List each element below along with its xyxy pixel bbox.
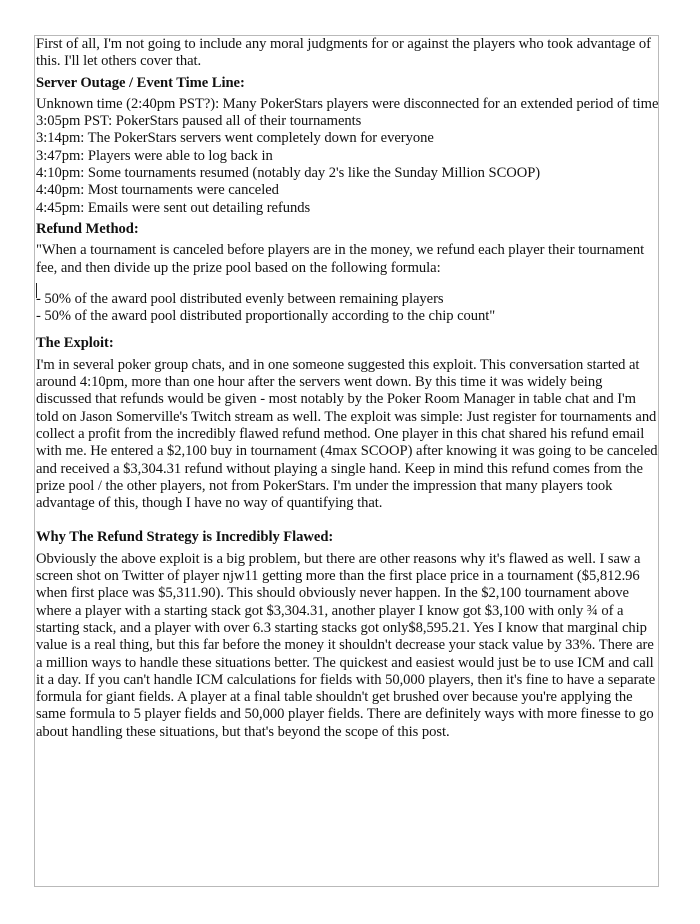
timeline-item: 3:47pm: Players were able to log back in xyxy=(36,147,273,164)
refund-heading: Refund Method: xyxy=(36,220,139,237)
timeline-item: Unknown time (2:40pm PST?): Many PokerStars players were disconnected for an extended period of time xyxy=(36,95,659,112)
timeline-item: 3:14pm: The PokerStars servers went completely down for everyone xyxy=(36,130,434,147)
timeline-heading: Server Outage / Event Time Line: xyxy=(36,74,245,91)
exploit-paragraph: I'm in several poker group chats, and in one someone suggested this exploit. This conversation started at around 4:10pm, more than one hour after the servers went down. By this time it was widely being discussed that refunds would be given - most notably by the Poker Room Manager in table chat and I'm told on Jason Somerville's Twitch stream as well. The exploit was simple: Just register for tournaments and collect a profit from the incredibly flawed refund method. One player in this chat shared his refund email with me. He entered a $2,100 buy in tournament (4max SCOOP) after knowing it was going to be canceled and received a $3,304.31 refund without playing a single hand. Keep in mind this refund comes from the prize pool / the other players, not from PokerStars. I'm under the impression that many players took advantage of this, though I have no way of quantifying that. xyxy=(36,356,658,512)
flawed-heading: Why The Refund Strategy is Incredibly Flawed: xyxy=(36,529,334,546)
timeline-item: 4:10pm: Some tournaments resumed (notably day 2's like the Sunday Million SCOOP) xyxy=(36,165,541,182)
timeline-list xyxy=(36,96,660,217)
timeline-item: 3:05pm PST: PokerStars paused all of their tournaments xyxy=(36,113,362,130)
timeline-item: 4:45pm: Emails were sent out detailing refunds xyxy=(36,199,311,216)
intro-paragraph: First of all, I'm not going to include any moral judgments for or against the players who took advantage of this. I'll let others cover that. xyxy=(36,36,651,70)
timeline-item: 4:40pm: Most tournaments were canceled xyxy=(36,182,279,199)
article-body xyxy=(36,36,660,741)
flawed-paragraph: Obviously the above exploit is a big problem, but there are other reasons why it's flawed as well. I saw a screen shot on Twitter of player njw11 getting more than the first place price in a tournament ($5,812.96 when first place was $5,311.90). This should obviously never happen. In the $2,100 tournament above where a player with a starting stack got $3,304.31, another player I know got $3,100 with only ¾ of a starting stack, and a player with over 6.3 starting stacks got only$8,595.21. Yes I know that marginal chip value is a real thing, but this far before the money it shouldn't decrease your stack value by 33%. There are a million ways to handle these situations better. The quickest and easiest would just be to use ICM and call it a day. If you can't handle ICM calculations for fields with 50,000 players, then it's fine to have a separate formula for giant fields. A player at a final table shouldn't get brushed over because you're applying the same formula to 5 player fields and 50,000 player fields. There are definitely ways with more finesse to go about handling these situations, but that's beyond the scope of this post. xyxy=(36,550,656,740)
exploit-heading: The Exploit: xyxy=(36,335,114,352)
refund-bullet: - 50% of the award pool distributed evenly between remaining players xyxy=(36,290,444,307)
refund-bullet: - 50% of the award pool distributed proportionally according to the chip count" xyxy=(36,308,496,325)
refund-quote: "When a tournament is canceled before players are in the money, we refund each player their tournament fee, and then divide up the prize pool based on the following formula: xyxy=(36,242,645,276)
